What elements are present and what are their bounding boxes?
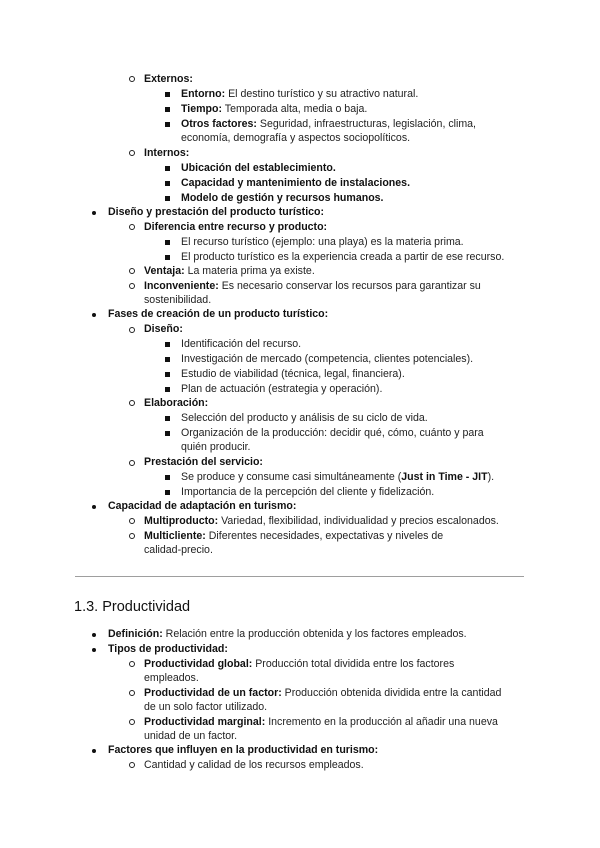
inconveniente-label: Inconveniente: (144, 280, 219, 292)
inconveniente-text: Es necesario conservar los recursos para garantizar su (218, 280, 481, 292)
circle-bullet-icon (129, 661, 135, 667)
circle-bullet-icon (129, 460, 135, 466)
otros-text-cont: economía, demografía y aspectos sociopolíticos. (181, 132, 411, 144)
diseno-prestacion-title: Diseño y prestación del producto turístico: (108, 206, 325, 218)
adaptacion-title: Capacidad de adaptación en turismo: (108, 500, 297, 512)
multicliente-item (144, 529, 443, 543)
square-bullet-icon (165, 387, 170, 392)
prestacion-item-1 (181, 470, 494, 484)
otros-text: Seguridad, infraestructuras, legislación, clima, (256, 118, 476, 130)
multiproducto-label: Multiproducto: (144, 515, 219, 527)
factores-item-1: Cantidad y calidad de los recursos empleados. (144, 759, 364, 771)
diseno-label: Diseño: (144, 323, 183, 335)
diferencia-item-2: El producto turístico es la experiencia creada a partir de ese recurso. (181, 251, 505, 263)
global-text: Producción total dividida entre los factores (252, 658, 455, 670)
factor-label: Productividad de un factor: (144, 687, 282, 699)
marginal-label: Productividad marginal: (144, 716, 266, 728)
externos-label: Externos: (144, 73, 193, 85)
global-item (144, 657, 454, 671)
section-heading: 1.3. Productividad (74, 599, 191, 615)
circle-bullet-icon (129, 533, 135, 539)
section-divider (75, 576, 524, 577)
marginal-text: Incremento en la producción al añadir una nueva (265, 716, 498, 728)
fases-title: Fases de creación de un producto turístico: (108, 308, 329, 320)
global-text-cont: empleados. (144, 672, 199, 684)
square-bullet-icon (165, 416, 170, 421)
diseno-item-1: Identificación del recurso. (181, 338, 302, 350)
prestacion-label: Prestación del servicio: (144, 456, 263, 468)
square-bullet-icon (165, 196, 170, 201)
elaboracion-item-2-cont: quién producir. (181, 441, 251, 453)
ventaja-text: La materia prima ya existe. (184, 265, 315, 277)
circle-bullet-icon (129, 719, 135, 725)
circle-bullet-icon (129, 690, 135, 696)
internos-item-3: Modelo de gestión y recursos humanos. (181, 192, 384, 204)
diseno-item-4: Plan de actuación (estrategia y operación). (181, 383, 383, 395)
internos-item-2: Capacidad y mantenimiento de instalaciones. (181, 177, 411, 189)
diseno-item-3: Estudio de viabilidad (técnica, legal, financiera). (181, 368, 405, 380)
prestacion-item-2: Importancia de la percepción del cliente y fidelización. (181, 486, 435, 498)
diseno-item-2: Investigación de mercado (competencia, clientes potenciales). (181, 353, 474, 365)
otros-label: Otros factores: (181, 118, 257, 130)
bullet-icon (92, 211, 96, 215)
square-bullet-icon (165, 92, 170, 97)
tiempo-item (181, 102, 367, 116)
internos-item-1: Ubicación del establecimiento. (181, 162, 336, 174)
square-bullet-icon (165, 166, 170, 171)
circle-bullet-icon (129, 518, 135, 524)
multicliente-text-cont: calidad-precio. (144, 544, 213, 556)
square-bullet-icon (165, 372, 170, 377)
square-bullet-icon (165, 240, 170, 245)
bullet-icon (92, 633, 96, 637)
circle-bullet-icon (129, 283, 135, 289)
ventaja-label: Ventaja: (144, 265, 185, 277)
global-label: Productividad global: (144, 658, 253, 670)
diferencia-label: Diferencia entre recurso y producto: (144, 221, 328, 233)
marginal-item (144, 715, 498, 729)
prestacion-text-a: Se produce y consume casi simultáneamente ( (181, 471, 402, 483)
multiproducto-item (144, 514, 499, 528)
circle-bullet-icon (129, 150, 135, 156)
square-bullet-icon (165, 342, 170, 347)
factor-item (144, 686, 501, 700)
definicion-label: Definición: (108, 628, 163, 640)
square-bullet-icon (165, 475, 170, 480)
multicliente-label: Multicliente: (144, 530, 206, 542)
diferencia-item-1: El recurso turístico (ejemplo: una playa) es la materia prima. (181, 236, 464, 248)
elaboracion-item-2: Organización de la producción: decidir qué, cómo, cuánto y para (181, 427, 484, 439)
multiproducto-text: Variedad, flexibilidad, individualidad y precios escalonados. (218, 515, 499, 527)
definicion-item (108, 627, 467, 641)
factores-label: Factores que influyen en la productividad en turismo: (108, 744, 379, 756)
bullet-icon (92, 648, 96, 652)
multicliente-text: Diferentes necesidades, expectativas y niveles de (205, 530, 444, 542)
factor-text-cont: de un solo factor utilizado. (144, 701, 268, 713)
circle-bullet-icon (129, 762, 135, 768)
circle-bullet-icon (129, 400, 135, 406)
ventaja-item (144, 264, 315, 278)
jit-label: Just in Time - JIT (401, 471, 488, 483)
internos-label: Internos: (144, 147, 190, 159)
definicion-text: Relación entre la producción obtenida y los factores empleados. (162, 628, 467, 640)
elaboracion-item-1: Selección del producto y análisis de su ciclo de vida. (181, 412, 428, 424)
bullet-icon (92, 505, 96, 509)
circle-bullet-icon (129, 76, 135, 82)
square-bullet-icon (165, 181, 170, 186)
square-bullet-icon (165, 431, 170, 436)
prestacion-text-c: ). (487, 471, 495, 483)
entorno-text: El destino turístico y su atractivo natural. (225, 88, 419, 100)
circle-bullet-icon (129, 327, 135, 333)
marginal-text-cont: unidad de un factor. (144, 730, 238, 742)
tiempo-text: Temporada alta, media o baja. (222, 103, 368, 115)
square-bullet-icon (165, 255, 170, 260)
circle-bullet-icon (129, 224, 135, 230)
circle-bullet-icon (129, 268, 135, 274)
tipos-label: Tipos de productividad: (108, 643, 228, 655)
factor-text: Producción obtenida dividida entre la cantidad (281, 687, 502, 699)
square-bullet-icon (165, 107, 170, 112)
entorno-label: Entorno: (181, 88, 226, 100)
square-bullet-icon (165, 122, 170, 127)
square-bullet-icon (165, 357, 170, 362)
entorno-item (181, 87, 418, 101)
square-bullet-icon (165, 490, 170, 495)
inconveniente-text-cont: sostenibilidad. (144, 294, 212, 306)
tiempo-label: Tiempo: (181, 103, 223, 115)
bullet-icon (92, 313, 96, 317)
bullet-icon (92, 749, 96, 753)
elaboracion-label: Elaboración: (144, 397, 209, 409)
inconveniente-item (144, 279, 481, 293)
otros-item (181, 117, 476, 131)
